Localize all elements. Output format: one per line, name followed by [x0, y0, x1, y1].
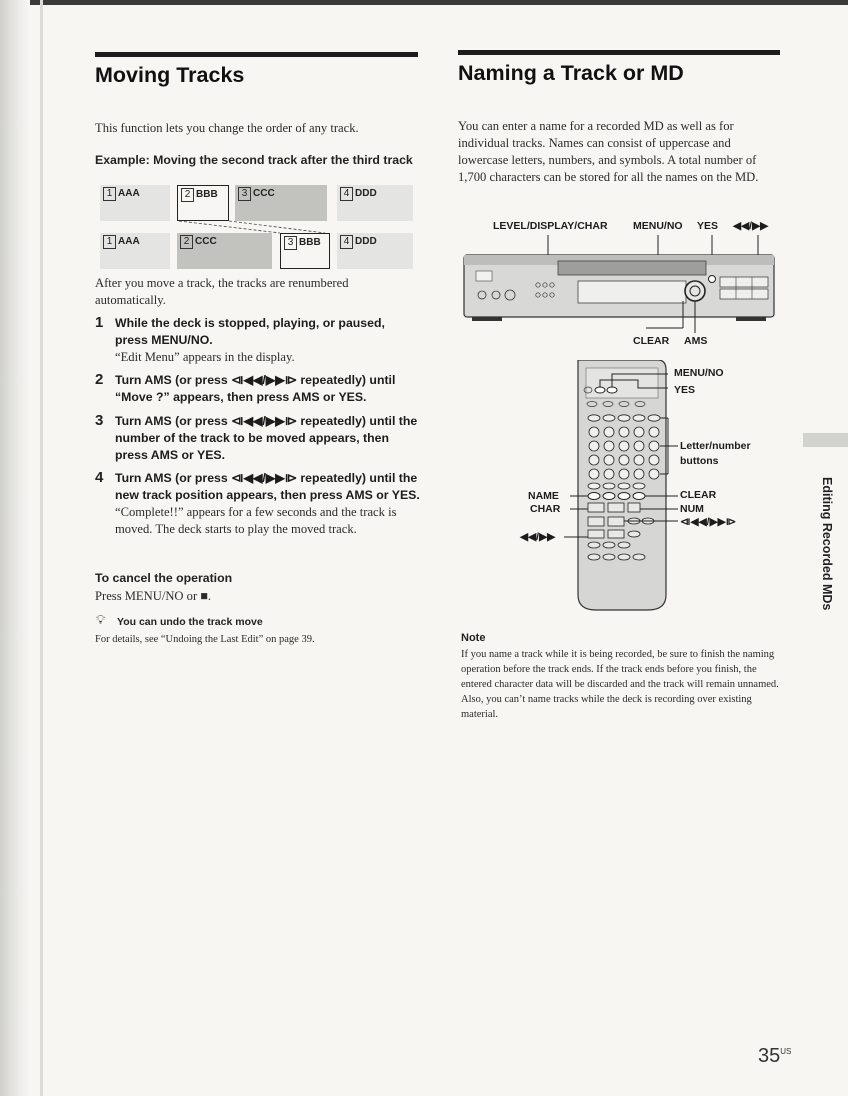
step-3: 3 Turn AMS (or press ⧏◀◀/▶▶⧐ repeatedly) until the number of the track to be moved appears, then press AMS or YES. — [95, 412, 418, 462]
chapter-tab-label: Editing Recorded MDs — [820, 477, 834, 611]
remote-yes-label: YES — [674, 384, 696, 396]
note-text: If you name a track while it is being recorded, be sure to finish the naming operation before the track ends. If the track ends before you finish, the entered character data will be discarded and the track will remain unnamed. Also, you can’t name tracks while the deck is recording over existing material. — [461, 649, 779, 720]
ams-label: AMS — [684, 335, 708, 347]
cancel-title: To cancel the operation — [95, 571, 233, 585]
track-row-after — [95, 233, 415, 269]
cancel-text: Press MENU/NO or ■. — [95, 589, 212, 603]
page-top-edge — [0, 0, 848, 5]
track-block: 1 AAA — [100, 233, 170, 269]
yes-label: YES — [697, 220, 719, 232]
remote-control-illustration — [508, 360, 778, 615]
skip-label: ◀◀/▶▶ — [733, 220, 769, 232]
moving-intro: This function lets you change the order of any track. — [95, 121, 359, 135]
tip-title: You can undo the track move — [117, 616, 263, 628]
chapter-tab-marker — [803, 433, 848, 447]
remote-clear-label: CLEAR — [680, 489, 717, 501]
remote-name-label: NAME — [528, 490, 559, 502]
track-block-moved: 2 BBB — [177, 185, 229, 221]
clear-label: CLEAR — [633, 335, 670, 347]
md-deck-illustration — [458, 233, 780, 343]
naming-intro: You can enter a name for a recorded MD as well as for individual tracks. Names can consist of uppercase and lowercase letters, numbers, and symbols. A total number of 1,700 characters can be stored for all the names on the MD. — [458, 119, 759, 184]
level-display-char-label: LEVEL/DISPLAY/CHAR — [493, 220, 608, 232]
page-gutter-line — [40, 0, 43, 1096]
track-block: 4 DDD — [337, 185, 413, 221]
section-rule — [458, 50, 780, 55]
section-rule — [95, 52, 418, 57]
buttons-label: buttons — [680, 455, 719, 467]
renumber-text: After you move a track, the tracks are renumbered automatically. — [95, 276, 349, 307]
tip-bulb-icon: 💡︎ — [96, 612, 106, 627]
step-1: 1 While the deck is stopped, playing, or paused, press MENU/NO. “Edit Menu” appears in the display. — [95, 314, 385, 364]
note-title: Note — [461, 632, 486, 644]
move-dashed-lines — [95, 220, 415, 234]
remote-char-label: CHAR — [530, 503, 561, 515]
naming-title: Naming a Track or MD — [458, 61, 684, 85]
letter-number-label: Letter/number — [680, 440, 751, 452]
remote-num-label: NUM — [680, 503, 704, 515]
track-block: 4 DDD — [337, 233, 413, 269]
track-row-before — [95, 185, 415, 221]
moving-tracks-title: Moving Tracks — [95, 63, 245, 87]
remote-menu-no-label: MENU/NO — [674, 367, 724, 379]
tip-text: For details, see “Undoing the Last Edit” on page 39. — [95, 634, 315, 645]
remote-skip-left-label: ◀◀/▶▶ — [520, 531, 556, 543]
step-4: 4 Turn AMS (or press ⧏◀◀/▶▶⧐ repeatedly) until the new track position appears, then press AMS or YES. “Complete!!” appears for a few seconds and the track is moved. The deck starts to play the moved track. — [95, 469, 420, 536]
remote-skip-right-label: ⧏◀◀/▶▶⧐ — [680, 516, 737, 528]
track-block: 3 CCC — [235, 185, 327, 221]
example-title: Example: Moving the second track after the third track — [95, 153, 413, 167]
page-binding-shadow — [0, 0, 30, 1096]
page-number: $35^{US}$ — [758, 1045, 792, 1067]
step-2: 2 Turn AMS (or press ⧏◀◀/▶▶⧐ repeatedly) until “Move ?” appears, then press AMS or YES. — [95, 371, 396, 404]
track-block: 1 AAA — [100, 185, 170, 221]
track-block-moved: 3 BBB — [280, 233, 330, 269]
menu-no-label: MENU/NO — [633, 220, 683, 232]
track-block: 2 CCC — [177, 233, 272, 269]
